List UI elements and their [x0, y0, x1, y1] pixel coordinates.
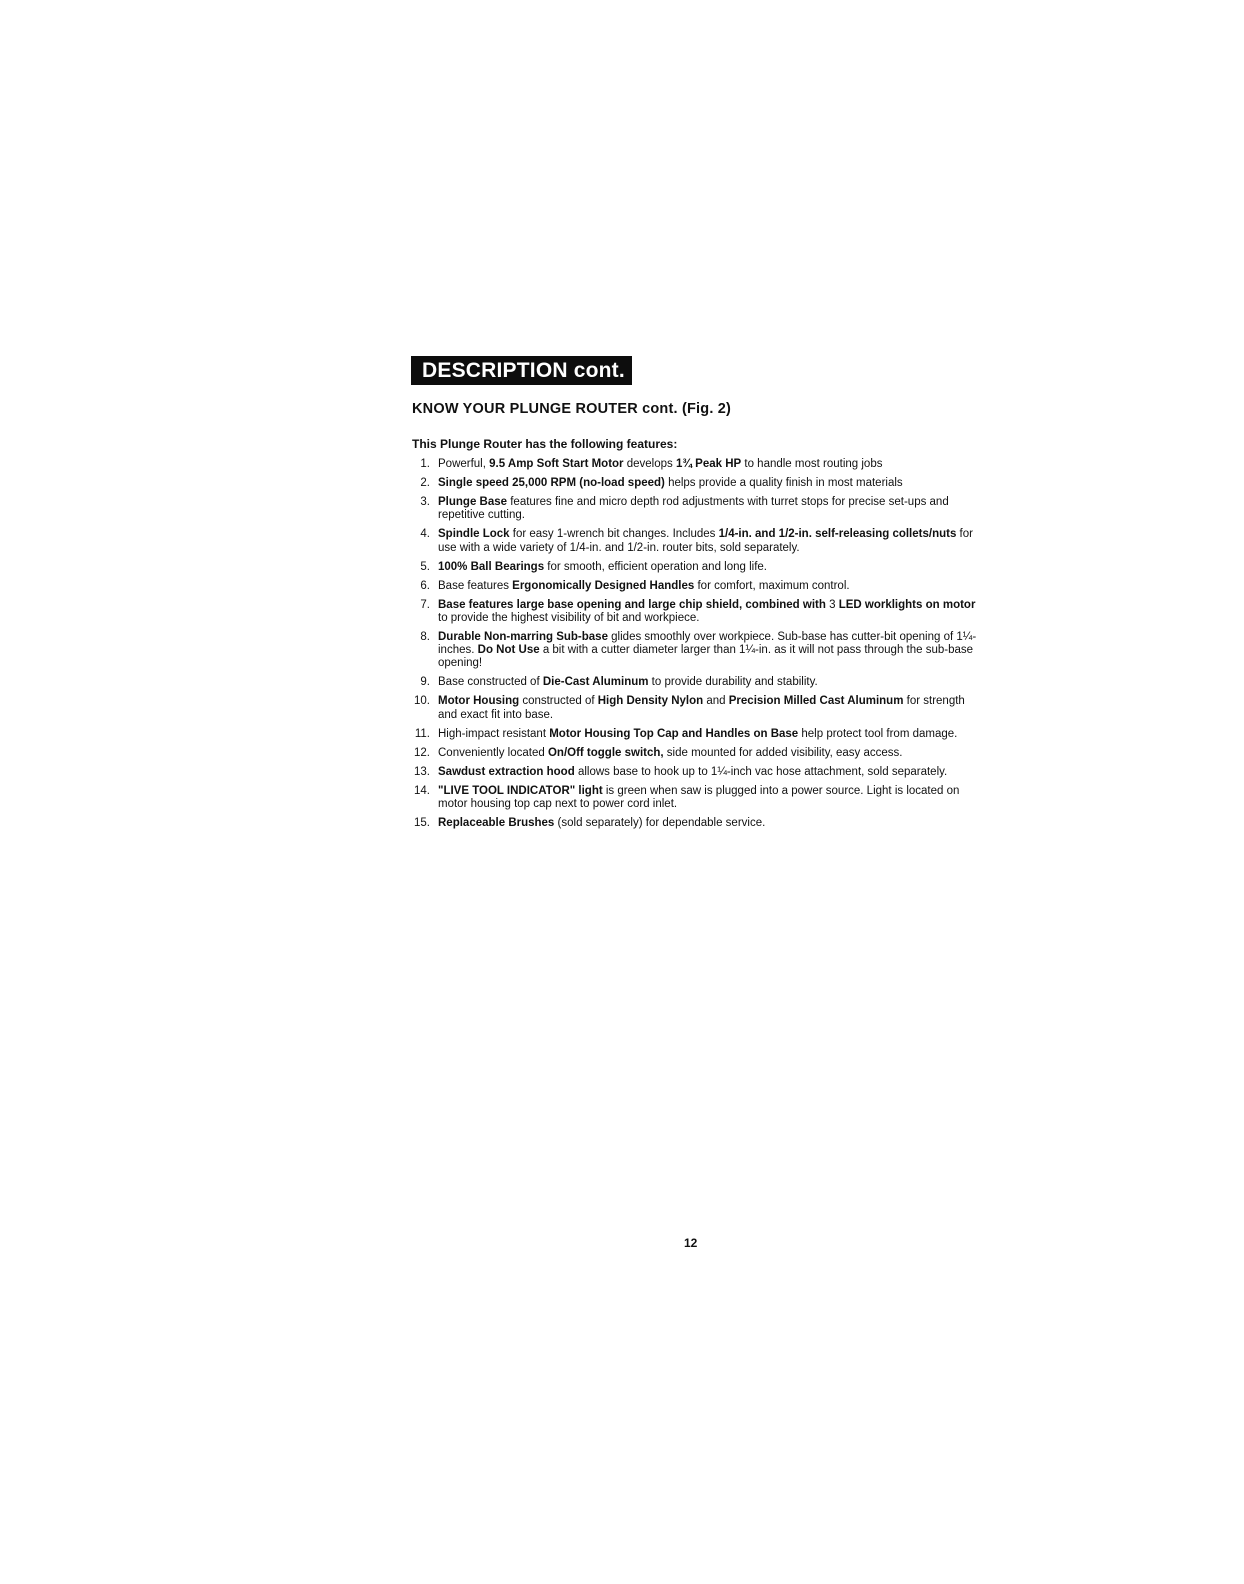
feature-bold-text: Single speed 25,000 RPM (no-load speed) [438, 476, 665, 489]
page-number: 12 [684, 1236, 698, 1250]
feature-bold-text: Ergonomically Designed Handles [512, 579, 695, 592]
feature-number: 1. [420, 458, 430, 470]
feature-bold-text: Die-Cast Aluminum [542, 676, 649, 689]
feature-number: 5. [420, 560, 430, 573]
feature-item [404, 676, 984, 689]
feature-bold-text: Precision Milled Cast Aluminum [728, 695, 904, 708]
section-heading: KNOW YOUR PLUNGE ROUTER cont. (Fig. 2) [412, 401, 732, 417]
feature-text: (sold separately) for dependable service. [554, 816, 766, 829]
feature-text: helps provide a quality finish in most materials [664, 476, 903, 489]
feature-text: High-impact resistant [438, 727, 550, 740]
feature-text: to provide durability and stability. [648, 676, 818, 689]
feature-text: for smooth, efficient operation and long life. [544, 560, 768, 573]
feature-bold-text: 1¾ Peak HP [675, 458, 742, 470]
feature-item [404, 561, 984, 574]
feature-bold-text: "LIVE TOOL INDICATOR" light [438, 784, 603, 797]
feature-number: 4. [420, 528, 430, 541]
feature-bold-text: High Density Nylon [597, 695, 704, 708]
feature-text: Base features [438, 579, 513, 592]
feature-number: 6. [420, 579, 430, 592]
feature-text: glides smoothly over workpiece. Sub-base has cutter-bit opening of 1¼-inches. [438, 630, 977, 657]
feature-text: develops [623, 458, 676, 470]
feature-text: 3 [825, 598, 839, 611]
feature-bold-text: Do Not Use [477, 644, 540, 657]
feature-item [404, 817, 984, 830]
feature-bold-text: Base features large base opening and large chip shield, combined with [438, 598, 826, 611]
feature-text: for comfort, maximum control. [694, 579, 850, 592]
feature-bold-text: On/Off toggle switch, [547, 746, 664, 759]
feature-item [404, 785, 984, 812]
feature-item [404, 477, 984, 490]
feature-text: is green when saw is plugged into a power source. Light is located on motor housing top cap next to power cord inlet. [438, 784, 960, 810]
feature-number: 10. [414, 695, 430, 708]
feature-item [404, 528, 984, 555]
feature-text: a bit with a cutter diameter larger than 1¼-in. as it will not pass through the sub-base opening! [438, 644, 974, 670]
feature-bold-text: 1/4-in. and 1/2-in. self-releasing collets/nuts [718, 528, 957, 541]
feature-text: Powerful, [438, 458, 490, 470]
feature-number: 3. [420, 495, 430, 508]
feature-number: 9. [420, 676, 430, 689]
feature-text: for use with a wide variety of 1/4-in. and 1/2-in. router bits, sold separately. [438, 528, 973, 554]
feature-item [404, 747, 984, 760]
feature-bold-text: 9.5 Amp Soft Start Motor [489, 458, 624, 470]
feature-number: 8. [420, 630, 430, 643]
feature-text: side mounted for added visibility, easy access. [663, 746, 903, 759]
feature-text: help protect tool from damage. [798, 727, 958, 740]
feature-bold-text: Replaceable Brushes [438, 816, 555, 829]
feature-item [404, 728, 984, 741]
feature-number: 12. [414, 746, 430, 759]
feature-text: allows base to hook up to 1¼-inch vac hose attachment, sold separately. [574, 765, 948, 778]
feature-number: 2. [420, 476, 430, 489]
feature-text: Base constructed of [438, 676, 543, 689]
feature-bold-text: Motor Housing [438, 695, 520, 708]
feature-list [404, 458, 984, 836]
feature-item [404, 458, 984, 471]
feature-number: 15. [414, 816, 430, 829]
feature-bold-text: Sawdust extraction hood [438, 765, 575, 778]
feature-text: features fine and micro depth rod adjustments with turret stops for precise set-ups and repetitive cutting. [438, 495, 949, 522]
feature-text: constructed of [519, 695, 598, 708]
section-banner: DESCRIPTION cont. [411, 356, 632, 385]
feature-item [404, 695, 984, 722]
feature-text: for easy 1-wrench bit changes. Includes [509, 528, 719, 541]
feature-item [404, 599, 984, 626]
feature-item [404, 631, 984, 671]
feature-bold-text: LED worklights on motor [838, 598, 976, 611]
feature-bold-text: Spindle Lock [438, 528, 510, 541]
feature-number: 11. [414, 727, 430, 740]
feature-bold-text: Plunge Base [438, 495, 508, 508]
feature-item [404, 580, 984, 593]
feature-bold-text: Durable Non-marring Sub-base [438, 630, 608, 643]
feature-number: 14. [414, 784, 430, 797]
feature-item [404, 496, 984, 523]
feature-bold-text: Motor Housing Top Cap and Handles on Base [549, 727, 799, 740]
feature-text: and [703, 695, 729, 708]
feature-text: to provide the highest visibility of bit and workpiece. [438, 611, 700, 624]
feature-number: 7. [420, 598, 430, 611]
feature-item [404, 766, 984, 779]
feature-text: Conveniently located [438, 746, 548, 759]
feature-bold-text: 100% Ball Bearings [438, 560, 545, 573]
intro-text: This Plunge Router has the following features: [412, 437, 678, 451]
feature-number: 13. [414, 765, 430, 778]
feature-text: for strength and exact fit into base. [438, 695, 965, 721]
feature-text: to handle most routing jobs [741, 458, 883, 470]
